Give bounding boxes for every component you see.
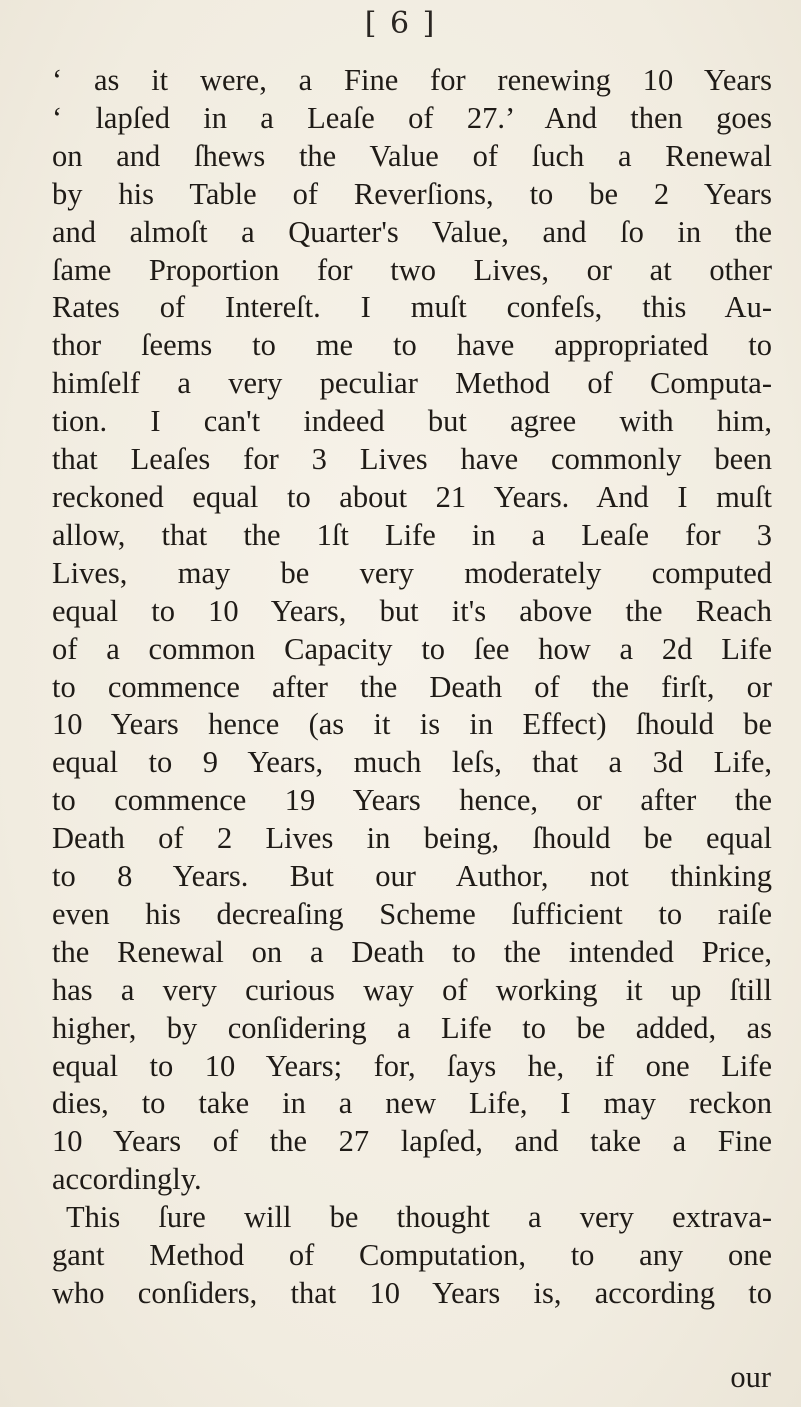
text-line: allow, that the 1ſt Life in a Leaſe for 3 [52,517,772,552]
text-line: to commence 19 Years hence, or after the [52,783,772,818]
text-line: equal to 10 Years; for, ſays he, if one Life [52,1048,772,1083]
text-line: and almoſt a Quarter's Value, and ſo in the [52,214,772,249]
text-line: gant Method of Computation, to any one [52,1238,772,1273]
text-line: 10 Years of the 27 lapſed, and take a Fine [52,1124,772,1159]
text-line: of a common Capacity to ſee how a 2d Life [52,631,772,666]
text-line: on and ſhews the Value of ſuch a Renewal [52,138,772,173]
body-text [52,62,772,1313]
text-line: accordingly. [52,1162,202,1197]
text-line: 10 Years hence (as it is in Effect) ſhould be [52,707,772,742]
text-line: equal to 9 Years, much leſs, that a 3d Life, [52,745,772,780]
text-line: This ſure will be thought a very extrava- [66,1200,772,1235]
text-line: higher, by conſidering a Life to be added, as [52,1010,772,1045]
text-line: by his Table of Reverſions, to be 2 Years [52,176,772,211]
text-line: dies, to take in a new Life, I may reckon [52,1086,772,1121]
text-line: Lives, may be very moderately computed [52,555,772,590]
text-line: Rates of Intereſt. I muſt confeſs, this Au- [52,290,772,325]
text-line: reckoned equal to about 21 Years. And I muſt [52,479,772,514]
text-line: ſame Proportion for two Lives, or at other [52,252,772,287]
text-line: ‘ lapſed in a Leaſe of 27.’ And then goes [52,100,772,135]
catchword: our [730,1360,771,1394]
text-line: to commence after the Death of the firſt, or [52,669,772,704]
text-line: that Leaſes for 3 Lives have commonly been [52,442,772,477]
page-number: [ 6 ] [364,6,437,41]
text-line: who conſiders, that 10 Years is, according to [52,1276,772,1310]
text-line: the Renewal on a Death to the intended Price, [52,934,772,969]
text-line: to 8 Years. But our Author, not thinking [52,859,772,894]
text-line: tion. I can't indeed but agree with him, [52,404,772,439]
text-line: ‘ as it were, a Fine for renewing 10 Years [52,63,772,97]
text-line: Death of 2 Lives in being, ſhould be equal [52,821,772,856]
text-line: has a very curious way of working it up ſtill [52,972,772,1007]
text-line: equal to 10 Years, but it's above the Reach [52,593,772,628]
text-line: himſelf a very peculiar Method of Computa- [52,366,772,401]
text-line: thor ſeems to me to have appropriated to [52,328,772,363]
text-line: even his decreaſing Scheme ſufficient to raiſe [52,896,772,931]
